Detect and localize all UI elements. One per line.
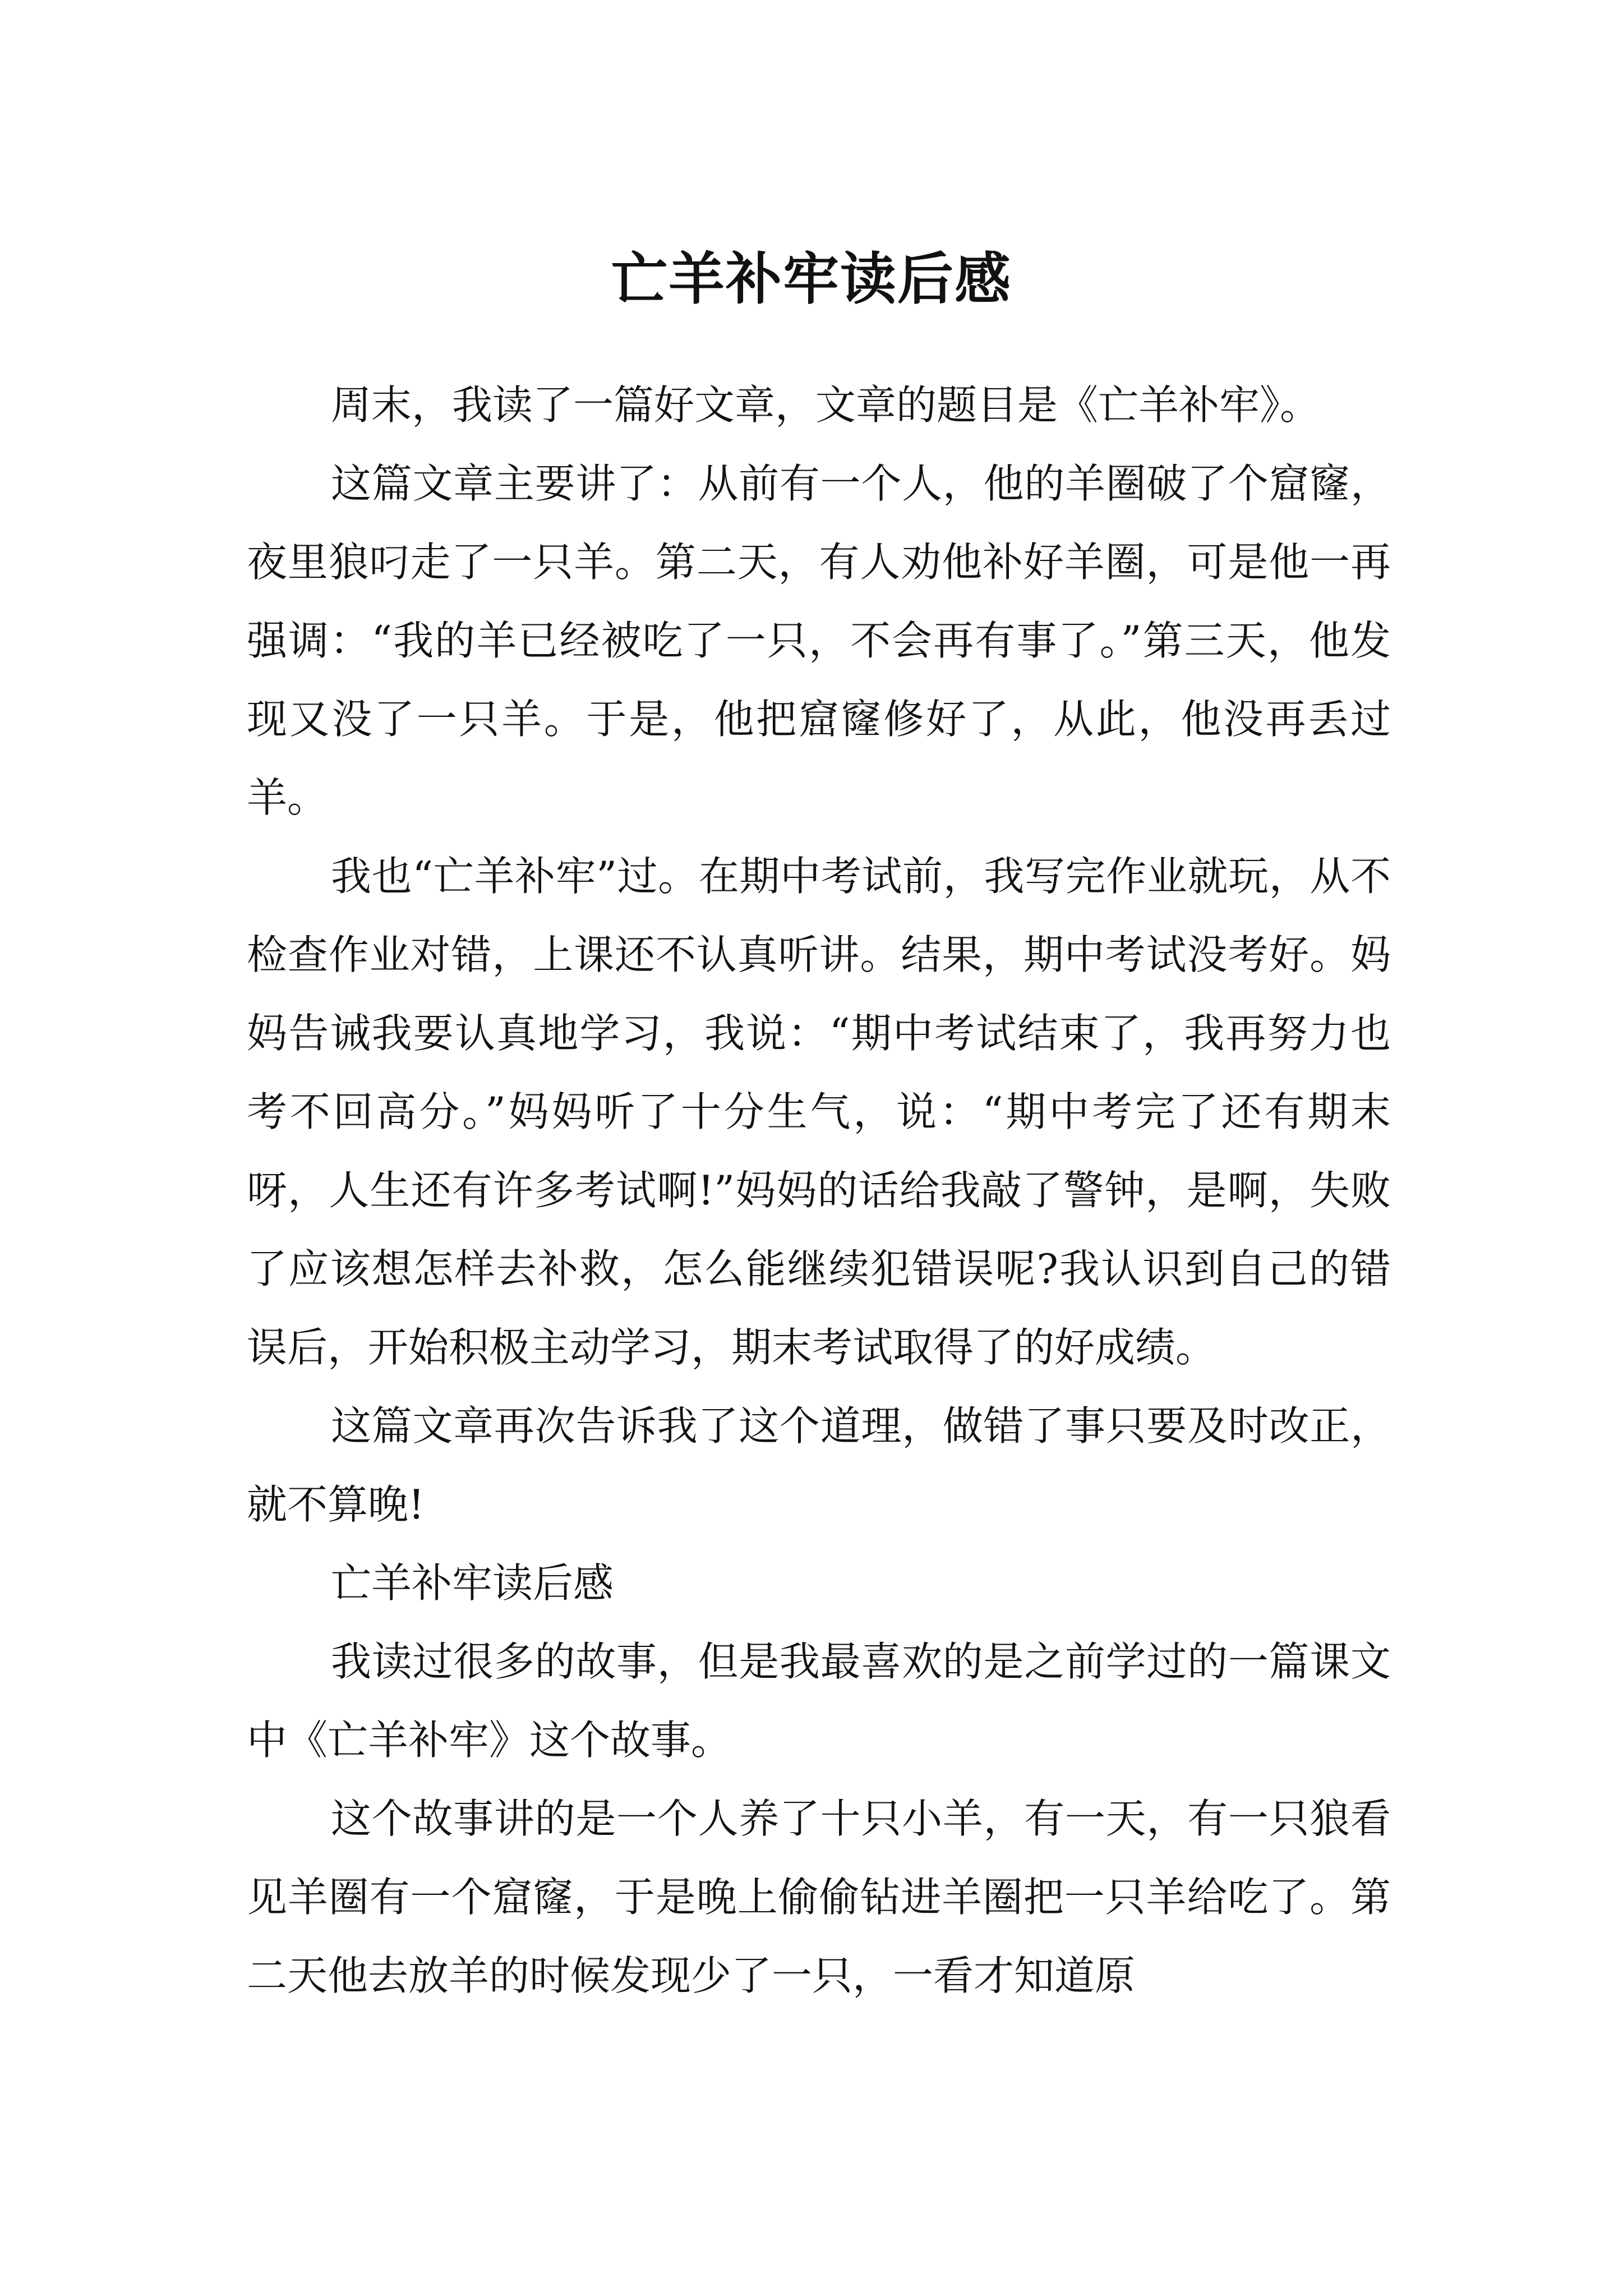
paragraph: 我也“亡羊补牢”过。在期中考试前，我写完作业就玩，从不检查作业对错，上课还不认真听讲。结果，期中考试没考好。妈妈告诫我要认真地学习，我说：“期中考试结束了，我再努力也考不回高分。”妈妈听了十分生气，说：“期中考完了还有期末呀，人生还有许多考试啊!”妈妈的话给我敲了警钟，是啊，失败了应该想怎样去补救，怎么能继续犯错误呢?我认识到自己的错误后，开始积极主动学习，期末考试取得了的好成绩。	[247, 853, 1391, 1371]
document-title: 亡羊补牢读后感	[611, 246, 1012, 312]
paragraph: 这篇文章主要讲了：从前有一个人，他的羊圈破了个窟窿，夜里狼叼走了一只羊。第二天，有人劝他补好羊圈，可是他一再强调：“我的羊已经被吃了一只，不会再有事了。”第三天，他发现又没了一只羊。于是，他把窟窿修好了，从此，他没再丢过羊。	[247, 460, 1391, 821]
paragraph: 周末，我读了一篇好文章，文章的题目是《亡羊补牢》。	[331, 381, 1321, 429]
section-heading: 亡羊补牢读后感	[331, 1559, 614, 1607]
paragraph: 我读过很多的故事，但是我最喜欢的是之前学过的一篇课文中《亡羊补牢》这个故事。	[247, 1638, 1391, 1764]
paragraph: 这个故事讲的是一个人养了十只小羊，有一天，有一只狼看见羊圈有一个窟窿，于是晚上偷偷钻进羊圈把一只羊给吃了。第二天他去放羊的时候发现少了一只，一看才知道原	[247, 1795, 1391, 1999]
paragraph: 这篇文章再次告诉我了这个道理，做错了事只要及时改正，就不算晚!	[247, 1402, 1391, 1528]
document-body	[247, 366, 1391, 2015]
